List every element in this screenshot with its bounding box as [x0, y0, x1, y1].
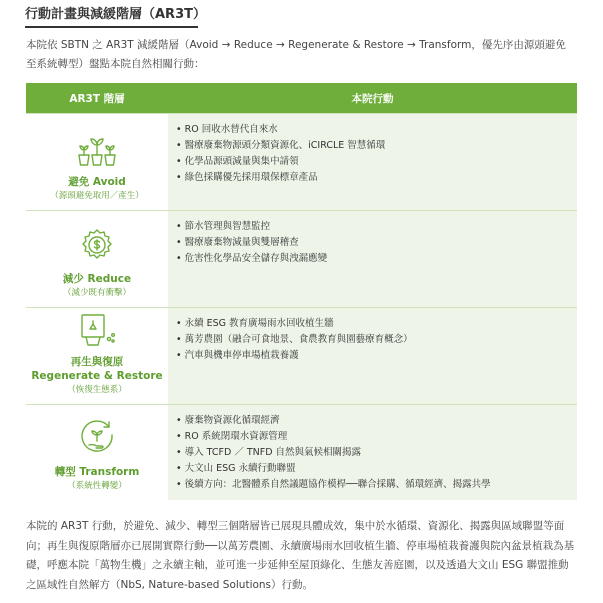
table-row-avoid [26, 113, 577, 210]
section-title-block [25, 6, 206, 28]
level-name: 減少 Reduce [62, 273, 132, 285]
level-name: 避免 Avoid [68, 176, 126, 188]
action-item: • 後續方向：北醫體系自然議題協作模桿──聯合採購、循環經濟、揭露共學 [176, 477, 577, 493]
level-cell [26, 114, 168, 210]
action-item: • 化學品源頭減量與集中請領 [176, 154, 577, 170]
action-item: • 永續 ESG 教育廣場雨水回收植生牆 [176, 316, 577, 332]
level-sub: （系統性轉變） [67, 481, 127, 491]
actions-cell [168, 308, 577, 404]
ar3t-table [26, 83, 577, 498]
hand-sprout-cycle-icon [76, 419, 118, 459]
table-row-regenerate [26, 307, 577, 404]
section-title: 行動計畫與減緩階層（AR3T） [25, 7, 206, 22]
action-item: • 節水管理與智慧監控 [176, 219, 577, 235]
level-cell [26, 405, 168, 500]
action-item: • RO 系統閉環水資源管理 [176, 429, 577, 445]
action-item: • 廢棄物資源化循環經濟 [176, 413, 577, 429]
actions-cell [168, 114, 577, 210]
recycle-gear-icon [76, 226, 118, 266]
action-item: • 醫療廢棄物減量與雙層稽查 [176, 235, 577, 251]
actions-cell [168, 405, 577, 500]
action-item: • 綠色採購優先採用環保標章產品 [176, 170, 577, 186]
table-row-transform [26, 404, 577, 500]
planter-recycle-icon [76, 309, 118, 349]
intro-paragraph: 本院依 SBTN 之 AR3T 減緩階層（Avoid → Reduce → Regenerate & Restore → Transform，優先序由源頭避免至系統轉型）盤點本院自然相關行動： [26, 39, 566, 70]
level-name: 轉型 Transform [54, 466, 140, 478]
level-name-en: Regenerate & Restore [31, 370, 163, 382]
action-item: • 大文山 ESG 永續行動聯盟 [176, 461, 577, 477]
header-actions: 本院行動 [351, 92, 394, 105]
conclusion-paragraph: 本院的 AR3T 行動，於避免、減少、轉型三個階層皆已展現具體成效，集中於水循環、資源化、揭露與區域聯盟等面向；再生與復原階層亦已展開實際行動──以萬芳農園、永續廣場雨水回收植生牆、停車場植栽養護與院內盆景植栽為基礎，呼應本院「萬物生機」之永續主軸，並可進一步延伸至屋頂綠化、生態友善庭園，以及透過大文山 ESG 聯盟推動之區域性自然解方（NbS, Nature-based Solutions）行動。 [26, 520, 575, 591]
level-sub: （恢復生態系） [67, 385, 127, 395]
actions-cell [168, 211, 577, 307]
action-item: • 醫療廢棄物源頭分類資源化、iCIRCLE 智慧循環 [176, 138, 577, 154]
action-item: • 危害性化學品安全儲存與洩漏應變 [176, 251, 577, 267]
action-item: • 萬芳農園（融合可食地景、食農教育與園藝療育概念） [176, 332, 577, 348]
title-underline [25, 26, 198, 28]
action-item: • 導入 TCFD ／ TNFD 自然與氣候相關揭露 [176, 445, 577, 461]
table-header [26, 83, 577, 113]
level-cell [26, 211, 168, 307]
level-sub: （源頭避免取用／產生） [50, 191, 144, 201]
header-level: AR3T 階層 [69, 92, 125, 105]
action-item: • RO 回收水替代自來水 [176, 122, 577, 138]
seedling-pots-icon [76, 129, 118, 169]
level-sub: （減少既有衝擊） [62, 288, 131, 298]
action-item: • 汽車與機車停車場植栽養護 [176, 348, 577, 364]
table-row-reduce [26, 210, 577, 307]
level-name: 再生與復原 [70, 356, 124, 368]
level-cell [26, 308, 168, 404]
